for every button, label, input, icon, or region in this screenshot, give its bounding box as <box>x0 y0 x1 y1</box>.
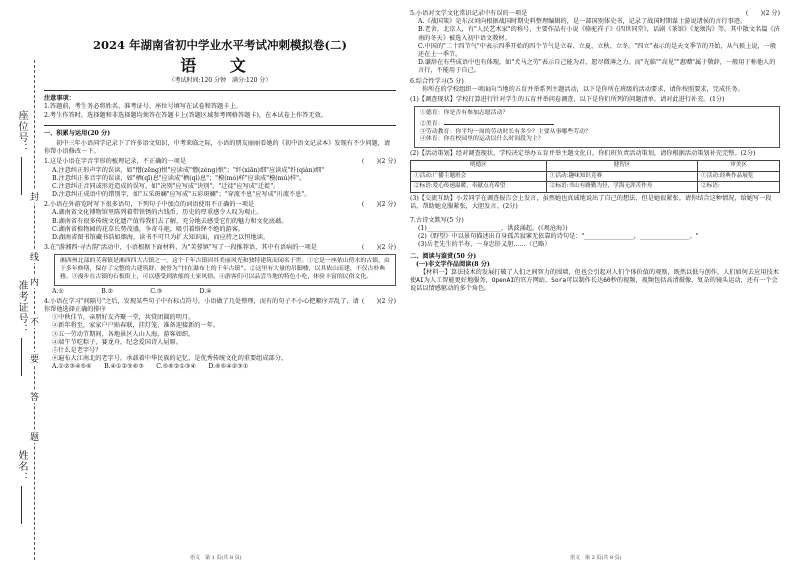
option: D.注意纠正成语中的错别字，如"五采斑斓"应写成"五彩斑斓"；"穿流不息"应写成"川流不息"。 <box>52 191 311 199</box>
option-row: A.① B.② C.③ D.④ <box>52 287 212 295</box>
option: C.注意纠正音同或形近造成的误写，如"决别"应写成"诀别"，"迁徒"应写成"迁徙"。 <box>52 182 280 190</box>
subsection-heading: (一)非文学作品阅读(8 分) <box>416 260 490 268</box>
section-intro: 初中三年小语同学记录下了许多语文知识，中考来临之际，小语的朋友丽丽看她的《初中语文记录本》发现有不少问题，请你帮小语修改一下。 <box>44 139 391 156</box>
notice-title: 注意事项： <box>44 95 75 103</box>
subject-title: 语 文 <box>180 56 260 76</box>
seal-char: 答 <box>30 390 39 403</box>
exam-id-label: 准考证号： <box>14 280 29 376</box>
task-3: (3)【交流互助】小芳同学在调查报告会上发言，虽然她也真诚地说出了自己的想法，但是她很紧张。请你结合这种情况，给她写一段话，帮助她克服紧张，大胆发言。(2分) <box>410 194 772 210</box>
passage-box: 湘西州北部的芙蓉镇是湘西四大古镇之一，这个千年古镇因其美丽风光和独特建筑而闻名于世。①它是一座依山傍水的古镇，由于多年修缮，保存了完整的古建筑群，被誉为"挂在瀑布上的千年古镇"。②这里有大量的吊脚楼，以其依山而建，不仅古朴典雅。③漫步在古镇的石板街上，可以感受到浓郁的土家风情。④游客们可以品尝当地的特色小吃，体验丰富的民俗文化。 <box>54 254 396 285</box>
option: A.《战国策》是东汉刘向根据战国时期史料整理编辑的，是一部国别体史书，记录了战国时期谋士游说诸侯的言行事迹。 <box>418 18 747 26</box>
option: C.中国的"二十四节气"中表示四季开始的四个节气是立春、立夏、立秋、立冬。"四立"表示的是天文季节的开始，从气候上说，一般还在上一季节。 <box>418 42 777 58</box>
seal-char: 要 <box>30 352 39 365</box>
section-heading: 一、积累与运用(20 分) <box>44 129 111 137</box>
question-3: ( )(2 分) 3.在"游湘西·寻古韵"活动中，小语根据下面材料，为"芙蓉镇"写了一段推荐语，其中有语病的一项是 <box>44 244 396 252</box>
option: A.湖南省文化博物馆里陈列着带铁锈的古钱币，历史的厚重感令人叹为观止。 <box>52 209 263 217</box>
page-footer-right: 语文 第 2 页(共 8 页) <box>570 555 622 561</box>
option: B.注意纠正多音字的误读，如"栖(qī)息"应读成"栖(qì)息"；"模(mó)样"应读成"模(mú)样"。 <box>52 174 306 182</box>
sentence: ③五一劳动节期间，各地景区人山人海，游客如织。 <box>52 330 195 338</box>
question-1: ( )(2 分) 1.这是小语在字音字形的梳理记录，不正确的一项是 <box>44 158 396 166</box>
option: D.湖南省图书馆藏书浩如烟海，读书不可只为扩大知识面，而应持之以恒地读。 <box>52 234 270 241</box>
table-row: ②标语:爱心传递温暖，奉献点亮希望 ②标语:书山有路勤为径，学海无涯苦作舟 ②标语: <box>411 182 780 192</box>
reading-material: 【材料一】算法技术的发展打破了人们之间智力的围墙，但也会引起对人们个体价值的观察，既然以低与创作，人们如何去应用技术使AI为人工智能更好地服务，OpenAI的官方网站，Sora可以制作长达60秒的视频，视频包括高清摄像，复杂的镜头运动，还有一个会说话以情感驱动的多个角色。 <box>410 269 779 293</box>
table-header: 明德区 <box>411 161 547 171</box>
seal-char: 不 <box>30 315 39 328</box>
question-4: ( )(2 分) 4.小语在学习"间隔号"之后，发现某些句子中有标点符号，小语做了几处整理，而有的句子不小心把顺序弄乱了，请你帮他选择正确的排序 <box>44 297 396 314</box>
activity-table <box>410 160 780 192</box>
table-header: 审美区 <box>698 161 780 171</box>
option-row: A.①②③④⑤⑥ B.④①②⑤⑥③ C.⑤⑥②①③④ D.⑥⑤④②③① <box>52 363 249 371</box>
fill-item: (1)________________________，洪波涌起。(《观沧海》) <box>418 225 568 233</box>
seat-number-label: 座位号： <box>14 110 29 195</box>
page-footer-left: 语文 第 1 页(共 8 页) <box>190 555 242 561</box>
option: C.湖南省植物园的花草长势茂盛，争奇斗艳，吸引着络绎不绝的游客。 <box>52 225 245 233</box>
fill-item: (3)岳老先生的半寿，一身忠肝义胆……（已略） <box>418 241 551 249</box>
survey-box: ①德育：你是否有参加志愿活动？ ②美育： ③劳动教育：你平均一周的劳动时长有多少？主要从事哪些劳动？ ④体育：你在校园里的运动以什么时间段为主？ <box>414 106 780 148</box>
seal-char: 内 <box>30 275 39 288</box>
question-5: ( )(2 分) 5.小语对文学文化常识记录中有误的一项是 <box>410 10 780 17</box>
seal-line <box>34 60 35 560</box>
binding-margin <box>8 60 46 560</box>
table-header: 健智区 <box>546 161 697 171</box>
option: B.老舍，北京人，有"人民艺术家"的称号，主要作品有小说《骆驼祥子》《四世同堂》，话剧《茶馆》《龙须沟》等。其中散文名篇《济南的冬天》被选入初中语文教材。 <box>418 26 780 42</box>
table-row: ①活动:广播主题班会 ①活动:趣味知识竞赛 ①活动:经典作品展览 <box>411 171 780 181</box>
seal-char: 线 <box>30 250 39 263</box>
task-1: (1)【调查现状】学校打算进行针对学生的五育并举问卷调查，以下是你们所列的问题清单，请对此进行补充。(1分) <box>410 95 725 103</box>
name-label: 姓名： <box>14 450 29 524</box>
notice-item: 2.考生作答时，选择题和非选择题均须答在答题卡上(答题区域参考网格答题卡)，在本试卷上作答无效。 <box>44 111 327 119</box>
fill-item: (2)《野望》中以景句描述出自身孤苦寂寥无依靠的诗句是："________________，________________。" <box>418 233 699 241</box>
sentence: ①中秋佳节，亲朋好友齐聚一堂，共赏团圆的明月。 <box>52 314 195 322</box>
question-6: 6.综合性学习(5 分) <box>410 77 464 85</box>
notice-item: 1.答题前，考生务必将姓名、准考证号、座位号填写在试卷和答题卡上。 <box>44 103 242 111</box>
seal-char: 题 <box>30 430 39 443</box>
exam-title: 2024 年湖南省初中学业水平考试冲刺模拟卷(二) <box>93 38 347 52</box>
task-2: (2)【活动策划】经对调查现状，学校决定举办五育并举主题文化日，你们班负责活动策划，请你根据活动策划补充完整。(2分) <box>410 150 756 158</box>
right-page <box>410 8 780 294</box>
seal-char: 封 <box>30 190 39 203</box>
sentence: ⑤什么是老字号？ <box>52 347 102 355</box>
question-7: 7.古诗文默写(5 分) <box>410 216 464 224</box>
sentence: ②新年将至，家家户户贴春联，挂灯笼，准备迎接新的一年。 <box>52 322 220 330</box>
option: B.湖南省有很多传统文化遗产值得我们去了解，充分地去感受它们的魅力和文化底蕴。 <box>52 217 288 225</box>
section-heading: 二、阅读与鉴赏(50 分) <box>410 252 477 260</box>
sentence: ④端午节吃粽子、赛龙舟，纪念爱国诗人屈原。 <box>52 338 182 346</box>
left-page <box>44 8 396 372</box>
option: D.谦辞在有些成语中也有体现，如"犬马之劳"表示自己能为君，愿尽微薄之力。而"光临""高见""惠赠"属于敬辞，一般用于称他人的言行，不能用于自己。 <box>418 59 776 75</box>
question-6-intro: 你所在的学校组织一项面向当地的五育并举系列主题活动，以下是你所在班级的活动要求，请你按照要求，完成任务。 <box>422 85 744 93</box>
question-2: ( )(2 分) 2.小语在外游览时写下很多语句，下列句子中加点的词语使用不正确的一项是 <box>44 201 396 209</box>
sentence: ⑥遍布大江南北的老字号，承载着中华民族的记忆，是优秀传统文化的重要组成部分。 <box>52 355 288 363</box>
option: A.注意纠正形声字的误读，如"憎(zēng)恨"应读成"憎(zèng)恨"；"纤(xiān)细"应读成"纤(qiàn)细" <box>52 166 325 174</box>
exam-info: （考试时间:120 分钟 满分:120 分） <box>168 77 272 85</box>
